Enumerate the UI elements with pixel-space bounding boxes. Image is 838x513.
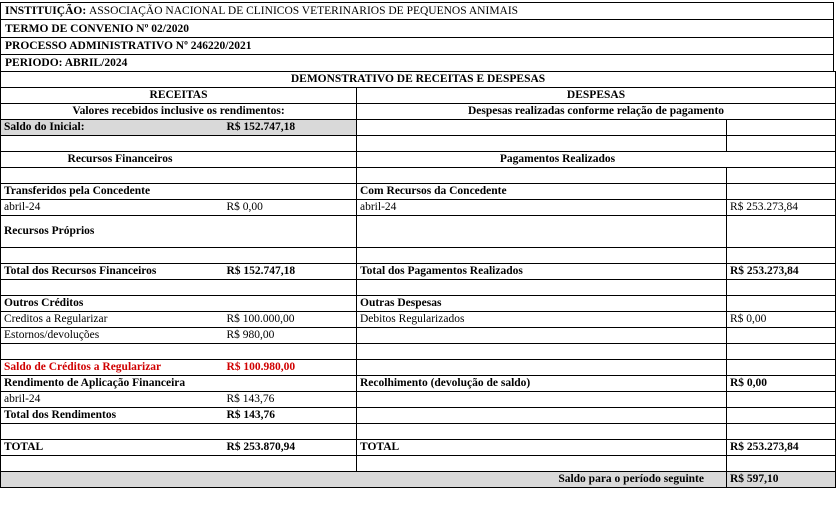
receitas-heading: RECEITAS [1,88,357,104]
transferidos-row [1,184,836,200]
section-row [1,152,836,168]
estornos-label: Estornos/devoluções [1,328,224,344]
saldo-creditos-value: R$ 100.980,00 [224,360,357,376]
com-recursos-label: Com Recursos da Concedente [357,184,727,200]
recursos-proprios-row [1,216,836,248]
saldo-inicial-value: R$ 152.747,18 [224,120,357,136]
empty-cell [357,120,727,136]
despesas-heading: DESPESAS [357,88,836,104]
month-row [1,200,836,216]
header-termo: TERMO DE CONVENIO Nº 02/2020 [0,19,834,37]
instituicao-value: ASSOCIAÇÃO NACIONAL DE CLINICOS VETERINARIOS DE PEQUENOS ANIMAIS [89,5,519,17]
rendimento-label: Rendimento de Aplicação Financeira [1,376,357,392]
subheading-row [1,104,836,120]
spacer-row [1,344,836,360]
saldo-seguinte-label: Saldo para o período seguinte [1,472,727,488]
transferidos-label: Transferidos pela Concedente [1,184,357,200]
outros-row [1,296,836,312]
debitos-value: R$ 0,00 [727,312,836,328]
header-periodo: PERIODO: ABRIL/2024 [0,54,834,71]
spacer-row [1,136,836,152]
recolhimento-label: Recolhimento (devolução de saldo) [357,376,727,392]
saldo-inicial-label: Saldo do Inicial: [1,120,224,136]
saldo-creditos-row [1,360,836,376]
transferidos-value: R$ 0,00 [224,200,357,216]
estornos-row [1,328,836,344]
outras-despesas-heading: Outras Despesas [357,296,727,312]
estornos-value: R$ 980,00 [224,328,357,344]
recursos-financeiros-heading: Recursos Financeiros [1,152,357,168]
creditos-regularizar-label: Creditos a Regularizar [1,312,224,328]
total-rendimentos-row [1,408,836,424]
pagamentos-realizados-heading: Pagamentos Realizados [357,152,836,168]
column-heading-row [1,88,836,104]
total-pagamentos-label: Total dos Pagamentos Realizados [357,264,727,280]
debitos-label: Debitos Regularizados [357,312,727,328]
total-row [1,440,836,456]
transferidos-month: abril-24 [1,200,224,216]
total-rendimentos-value: R$ 143,76 [224,408,357,424]
despesas-total-label: TOTAL [357,440,727,456]
com-recursos-value: R$ 253.273,84 [727,200,836,216]
creditos-row [1,312,836,328]
header-instituicao [0,2,834,19]
total-recursos-value: R$ 152.747,18 [224,264,357,280]
receitas-total-label: TOTAL [1,440,224,456]
instituicao-label: INSTITUIÇÃO: [5,5,87,17]
rendimento-month: abril-24 [1,392,224,408]
com-recursos-month: abril-24 [357,200,727,216]
saldo-seguinte-row [1,472,836,488]
spacer-row [1,248,836,264]
title-row [1,72,836,88]
despesas-total-value: R$ 253.273,84 [727,440,836,456]
header-processo: PROCESSO ADMINISTRATIVO Nº 246220/2021 [0,37,834,54]
total-recursos-label: Total dos Recursos Financeiros [1,264,224,280]
spacer-row [1,424,836,440]
saldo-seguinte-value: R$ 597,10 [727,472,836,488]
saldo-creditos-label: Saldo de Créditos a Regularizar [1,360,224,376]
recursos-proprios-label: Recursos Próprios [1,216,357,248]
spacer-row [1,280,836,296]
rendimento-row [1,376,836,392]
rendimento-value: R$ 143,76 [224,392,357,408]
rendimento-month-row [1,392,836,408]
despesas-subheading: Despesas realizadas conforme relação de pagamento [357,104,836,120]
total-pagamentos-value: R$ 253.273,84 [727,264,836,280]
empty-cell [727,120,836,136]
receitas-total-value: R$ 253.870,94 [224,440,357,456]
outros-creditos-heading: Outros Créditos [1,296,357,312]
total-recursos-row [1,264,836,280]
receitas-subheading: Valores recebidos inclusive os rendimentos: [1,104,357,120]
recolhimento-value: R$ 0,00 [727,376,836,392]
saldo-inicial-row [1,120,836,136]
statement-table [0,71,836,488]
spacer-row [1,168,836,184]
statement-title: DEMONSTRATIVO DE RECEITAS E DESPESAS [1,72,836,88]
spacer-row [1,456,836,472]
creditos-regularizar-value: R$ 100.000,00 [224,312,357,328]
total-rendimentos-label: Total dos Rendimentos [1,408,224,424]
